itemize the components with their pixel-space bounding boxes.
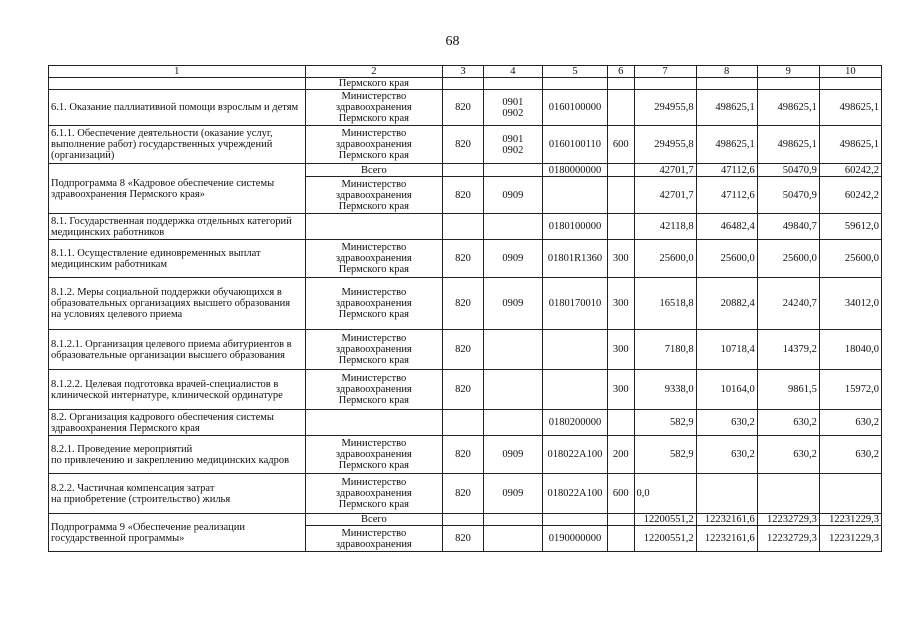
item-name: 8.1.2.1. Организация целевого приема абитуриентов в образовательные организации высшего образования [49,330,306,370]
amount-col10: 59612,0 [819,214,881,240]
item-name: 8.1. Государственная поддержка отдельных категорий медицинских работников [49,214,306,240]
amount-col10: 60242,2 [819,177,881,214]
table-row [49,214,882,240]
table-row [49,90,882,126]
item-name: 8.2.2. Частичная компенсация затрат на приобретение (строительство) жилья [49,474,306,514]
column-header: 9 [757,66,819,78]
amount-col9: 49840,7 [757,214,819,240]
code-vr [608,514,634,526]
item-name: 8.1.1. Осуществление единовременных выплат медицинским работникам [49,240,306,278]
amount-col7: 16518,8 [634,278,696,330]
administrator: Пермского края [305,78,442,90]
code-section: 0909 [483,474,542,514]
code-vr: 600 [608,474,634,514]
item-name: 6.1. Оказание паллиативной помощи взрослым и детям [49,90,306,126]
amount-col10: 34012,0 [819,278,881,330]
code-section: 0909 [483,436,542,474]
administrator: Министерство здравоохранения Пермского края [305,436,442,474]
column-header: 4 [483,66,542,78]
code-gr: 820 [443,177,484,214]
column-header: 8 [696,66,757,78]
code-gr: 820 [443,526,484,552]
code-gr: 820 [443,330,484,370]
code-target [542,177,607,214]
amount-col10: 60242,2 [819,164,881,177]
table-row [49,164,882,177]
code-vr: 300 [608,278,634,330]
amount-col7: 7180,8 [634,330,696,370]
amount-col7: 9338,0 [634,370,696,410]
column-header: 1 [49,66,306,78]
amount-col7: 294955,8 [634,126,696,164]
amount-col10 [819,474,881,514]
code-section: 0909 [483,240,542,278]
amount-col7: 294955,8 [634,90,696,126]
code-vr [608,164,634,177]
code-section: 0901 0902 [483,90,542,126]
amount-col7: 42118,8 [634,214,696,240]
table-row [49,370,882,410]
amount-col7: 0,0 [634,474,696,514]
amount-col8: 12232161,6 [696,526,757,552]
amount-col10: 630,2 [819,410,881,436]
code-gr: 820 [443,474,484,514]
table-row [49,474,882,514]
amount-col8: 498625,1 [696,90,757,126]
code-vr: 300 [608,330,634,370]
code-section [483,410,542,436]
amount-col8 [696,78,757,90]
code-target: 0160100000 [542,90,607,126]
code-vr [608,410,634,436]
amount-col9: 630,2 [757,436,819,474]
code-target: 01801R1360 [542,240,607,278]
code-vr [608,177,634,214]
code-section: 0901 0902 [483,126,542,164]
item-name: 6.1.1. Обеспечение деятельности (оказание услуг, выполнение работ) государственных учреждений (организаций) [49,126,306,164]
code-section [483,330,542,370]
code-section [483,164,542,177]
amount-col7: 42701,7 [634,177,696,214]
amount-col10: 12231229,3 [819,526,881,552]
table-row [49,126,882,164]
code-target: 0180170010 [542,278,607,330]
code-gr: 820 [443,278,484,330]
table-header-row [49,66,882,78]
code-gr [443,214,484,240]
administrator: Министерство здравоохранения Пермского края [305,474,442,514]
code-vr [608,90,634,126]
amount-col9: 12232729,3 [757,526,819,552]
amount-col10: 25600,0 [819,240,881,278]
amount-col8: 46482,4 [696,214,757,240]
amount-col8: 47112,6 [696,177,757,214]
code-target: 0160100110 [542,126,607,164]
column-header: 7 [634,66,696,78]
administrator: Министерство здравоохранения Пермского края [305,177,442,214]
table-row [49,514,882,526]
code-section [483,526,542,552]
code-gr [443,78,484,90]
code-vr [608,78,634,90]
code-gr: 820 [443,240,484,278]
code-target: 0180200000 [542,410,607,436]
table-row [49,78,882,90]
code-gr [443,410,484,436]
column-header: 10 [819,66,881,78]
code-section: 0909 [483,177,542,214]
amount-col9: 24240,7 [757,278,819,330]
amount-col8: 20882,4 [696,278,757,330]
amount-col8: 25600,0 [696,240,757,278]
code-target: 0180000000 [542,164,607,177]
amount-col10: 498625,1 [819,126,881,164]
amount-col8: 630,2 [696,410,757,436]
amount-col9: 498625,1 [757,90,819,126]
amount-col9: 50470,9 [757,177,819,214]
administrator: Министерство здравоохранения Пермского края [305,240,442,278]
item-name: 8.2.1. Проведение мероприятий по привлечению и закреплению медицинских кадров [49,436,306,474]
table-row [49,410,882,436]
amount-col8: 498625,1 [696,126,757,164]
administrator: Всего [305,514,442,526]
administrator [305,410,442,436]
code-gr [443,164,484,177]
code-target: 0190000000 [542,526,607,552]
amount-col8: 630,2 [696,436,757,474]
administrator [305,214,442,240]
item-name: Подпрограмма 9 «Обеспечение реализации государственной программы» [49,514,306,552]
administrator: Министерство здравоохранения Пермского края [305,330,442,370]
code-vr [608,214,634,240]
amount-col7 [634,78,696,90]
item-name: 8.2. Организация кадрового обеспечения системы здравоохранения Пермского края [49,410,306,436]
amount-col10 [819,78,881,90]
code-gr: 820 [443,90,484,126]
code-target: 018022А100 [542,436,607,474]
code-target [542,370,607,410]
table-row [49,436,882,474]
code-section [483,78,542,90]
amount-col10: 15972,0 [819,370,881,410]
code-gr: 820 [443,126,484,164]
table-row [49,278,882,330]
code-target: 018022А100 [542,474,607,514]
column-header: 5 [542,66,607,78]
administrator: Министерство здравоохранения Пермского края [305,278,442,330]
amount-col10: 498625,1 [819,90,881,126]
code-vr: 300 [608,240,634,278]
code-target [542,514,607,526]
amount-col7: 582,9 [634,436,696,474]
amount-col9: 9861,5 [757,370,819,410]
item-name: 8.1.2. Меры социальной поддержки обучающихся в образовательных организациях высшего образования на условиях целевого приема [49,278,306,330]
column-header: 3 [443,66,484,78]
amount-col9 [757,474,819,514]
amount-col9: 50470,9 [757,164,819,177]
administrator: Министерство здравоохранения Пермского края [305,126,442,164]
amount-col10: 630,2 [819,436,881,474]
code-target [542,330,607,370]
amount-col7: 12200551,2 [634,514,696,526]
amount-col10: 12231229,3 [819,514,881,526]
amount-col8 [696,474,757,514]
code-target [542,78,607,90]
amount-col8: 10164,0 [696,370,757,410]
code-gr [443,514,484,526]
administrator: Всего [305,164,442,177]
code-target: 0180100000 [542,214,607,240]
amount-col7: 42701,7 [634,164,696,177]
code-section [483,214,542,240]
column-header: 2 [305,66,442,78]
code-section [483,514,542,526]
item-name [49,78,306,90]
amount-col8: 10718,4 [696,330,757,370]
code-gr: 820 [443,370,484,410]
amount-col9: 14379,2 [757,330,819,370]
code-section [483,370,542,410]
code-vr: 200 [608,436,634,474]
code-vr [608,526,634,552]
item-name: 8.1.2.2. Целевая подготовка врачей-специалистов в клинической интернатуре, клинической ординатуре [49,370,306,410]
administrator: Министерство здравоохранения Пермского края [305,370,442,410]
item-name: Подпрограмма 8 «Кадровое обеспечение системы здравоохранения Пермского края» [49,164,306,214]
amount-col9: 12232729,3 [757,514,819,526]
administrator: Министерство здравоохранения [305,526,442,552]
amount-col9: 630,2 [757,410,819,436]
amount-col8: 12232161,6 [696,514,757,526]
administrator: Министерство здравоохранения Пермского края [305,90,442,126]
table-row [49,240,882,278]
amount-col7: 582,9 [634,410,696,436]
amount-col7: 12200551,2 [634,526,696,552]
amount-col8: 47112,6 [696,164,757,177]
page-number: 68 [445,34,460,49]
amount-col9: 498625,1 [757,126,819,164]
table-row [49,330,882,370]
code-section: 0909 [483,278,542,330]
amount-col9: 25600,0 [757,240,819,278]
amount-col9 [757,78,819,90]
column-header: 6 [608,66,634,78]
amount-col10: 18040,0 [819,330,881,370]
code-vr: 600 [608,126,634,164]
budget-table [48,65,882,552]
amount-col7: 25600,0 [634,240,696,278]
code-vr: 300 [608,370,634,410]
code-gr: 820 [443,436,484,474]
